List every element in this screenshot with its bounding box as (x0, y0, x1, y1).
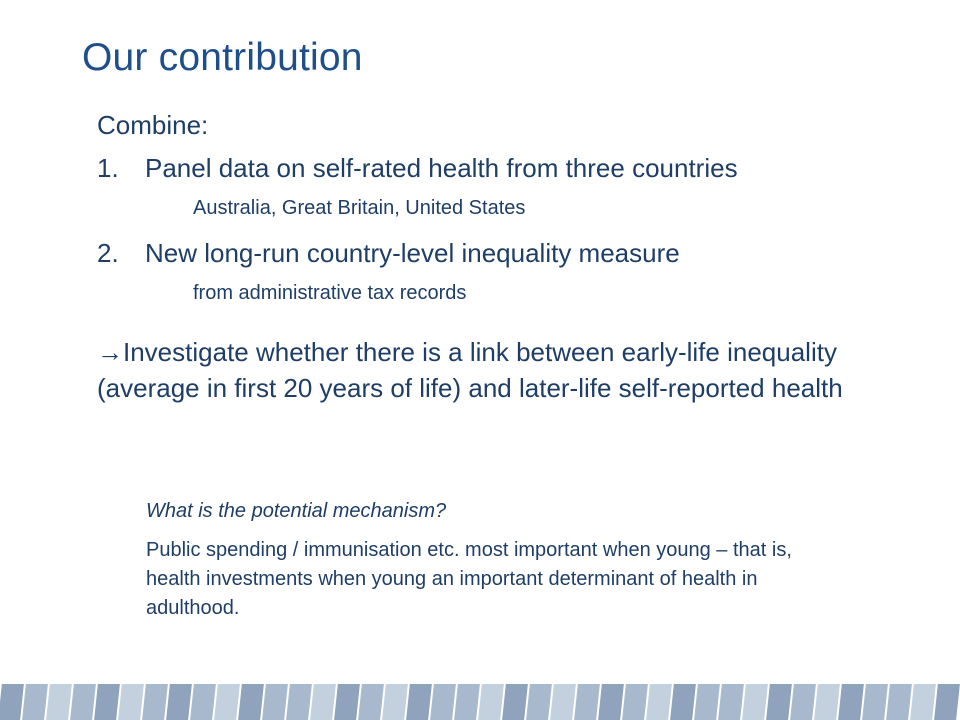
list-item-1 (97, 153, 738, 184)
stripe (406, 684, 432, 720)
list-item-number: 2. (97, 238, 119, 268)
stripe (118, 684, 144, 720)
stripe (358, 684, 384, 720)
stripe (0, 684, 24, 720)
stripe (94, 684, 120, 720)
stripe (862, 684, 888, 720)
list-item-text: Panel data on self-rated health from three countries (145, 153, 738, 183)
stripe (646, 684, 672, 720)
conclusion-text: Investigate whether there is a link between early-life inequality (average in first 20 years of life) and later-life self-reported health (97, 337, 843, 403)
stripe (238, 684, 264, 720)
stripe (622, 684, 648, 720)
stripe (694, 684, 720, 720)
stripe (262, 684, 288, 720)
stripe (502, 684, 528, 720)
stripe (766, 684, 792, 720)
conclusion-paragraph (97, 334, 867, 406)
list-item-2 (97, 238, 680, 269)
stripe (670, 684, 696, 720)
stripe (790, 684, 816, 720)
combine-label: Combine: (97, 110, 209, 140)
stripe (574, 684, 600, 720)
list-item-text: New long-run country-level inequality measure (145, 238, 680, 268)
stripe (478, 684, 504, 720)
decorative-stripe-band (0, 684, 960, 720)
stripe (934, 684, 960, 720)
stripe (430, 684, 456, 720)
stripe (886, 684, 912, 720)
stripe (310, 684, 336, 720)
stripe (190, 684, 216, 720)
arrow-icon: → (97, 337, 123, 367)
stripe (22, 684, 48, 720)
stripe (910, 684, 936, 720)
stripe (526, 684, 552, 720)
stripe (718, 684, 744, 720)
stripe (142, 684, 168, 720)
list-item-number: 1. (97, 153, 119, 183)
mechanism-question: What is the potential mechanism? (146, 500, 447, 522)
stripe (334, 684, 360, 720)
stripe (814, 684, 840, 720)
stripe (838, 684, 864, 720)
stripe (454, 684, 480, 720)
stripe (214, 684, 240, 720)
stripe (46, 684, 72, 720)
list-item-2-subtext: from administrative tax records (193, 282, 467, 304)
stripe (742, 684, 768, 720)
stripe (70, 684, 96, 720)
list-item-1-subtext: Australia, Great Britain, United States (193, 197, 526, 219)
stripe (598, 684, 624, 720)
slide-title: Our contribution (82, 36, 363, 79)
stripe (166, 684, 192, 720)
stripe (382, 684, 408, 720)
mechanism-answer: Public spending / immunisation etc. most important when young – that is, health investments when young an important determinant of health in adulthood. (146, 539, 792, 619)
stripe (550, 684, 576, 720)
stripe (286, 684, 312, 720)
